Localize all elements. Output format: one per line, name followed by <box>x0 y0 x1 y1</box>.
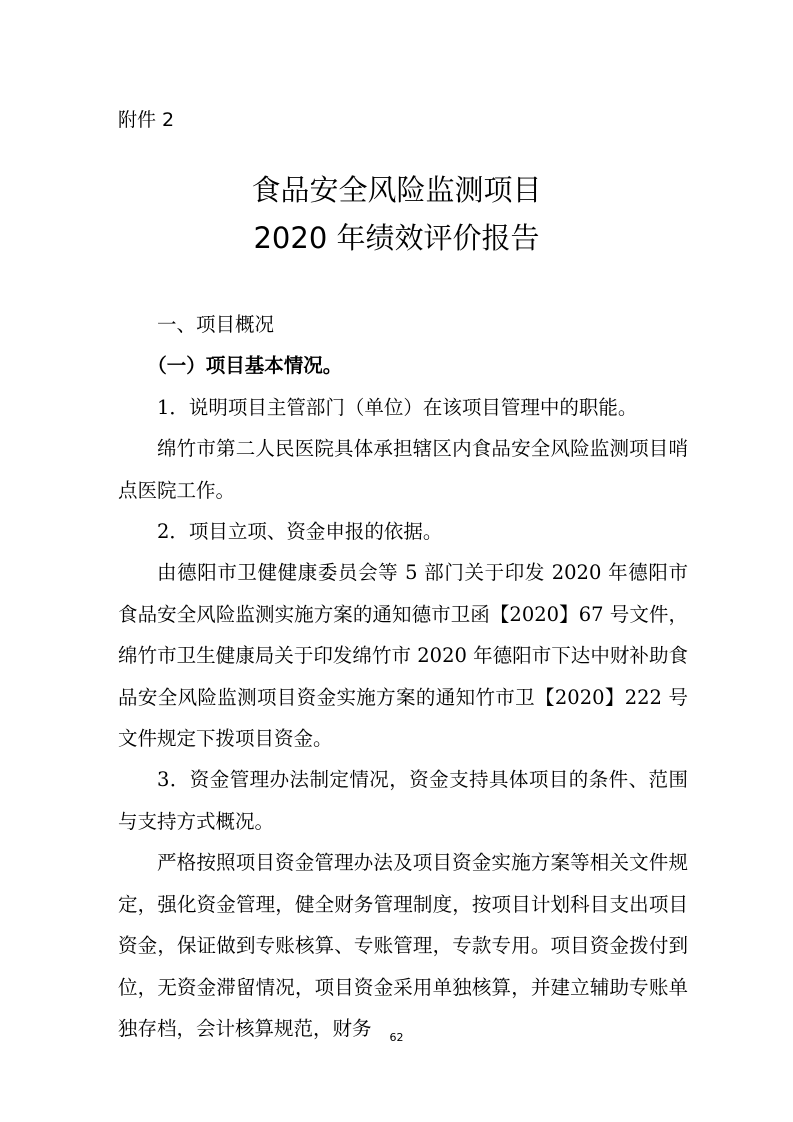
report-body <box>118 304 688 1049</box>
subsection-heading: （一）项目基本情况。 <box>147 354 343 378</box>
item-heading-2: 2．项目立项、资金申报的依据。 <box>157 520 443 544</box>
report-title-line-2: 2020 年绩效评价报告 <box>253 221 540 255</box>
item-text-2: 由德阳市卫健健康委员会等 5 部门关于印发 2020 年德阳市食品安全风险监测实施方案的通知德市卫函【2020】67 号文件，绵竹市卫生健康局关于印发绵竹市 2020 年德阳市下达中财补助食品安全风险监测项目资金实施方案的通知竹市卫【2020】222 号文件规定下拨项目资金。 <box>118 561 688 751</box>
page-number: 62 <box>389 1031 404 1044</box>
attachment-label: 附件 2 <box>118 109 175 131</box>
item-text-3: 严格按照项目资金管理办法及项目资金实施方案等相关文件规定，强化资金管理，健全财务管理制度，按项目计划科目支出项目资金，保证做到专账核算、专账管理，专款专用。项目资金拨付到位，无资金滞留情况，项目资金采用单独核算，并建立辅助专账单独存档，会计核算规范，财务 <box>118 851 688 1040</box>
item-text-1: 绵竹市第二人民医院具体承担辖区内食品安全风险监测项目哨点医院工作。 <box>118 437 688 502</box>
item-heading-1: 1．说明项目主管部门（单位）在该项目管理中的职能。 <box>157 395 638 419</box>
section-heading: 一、项目概况 <box>157 313 275 336</box>
item-heading-3: 3．资金管理办法制定情况，资金支持具体项目的条件、范围与支持方式概况。 <box>118 768 688 833</box>
report-title-line-1: 食品安全风险监测项目 <box>251 173 542 207</box>
